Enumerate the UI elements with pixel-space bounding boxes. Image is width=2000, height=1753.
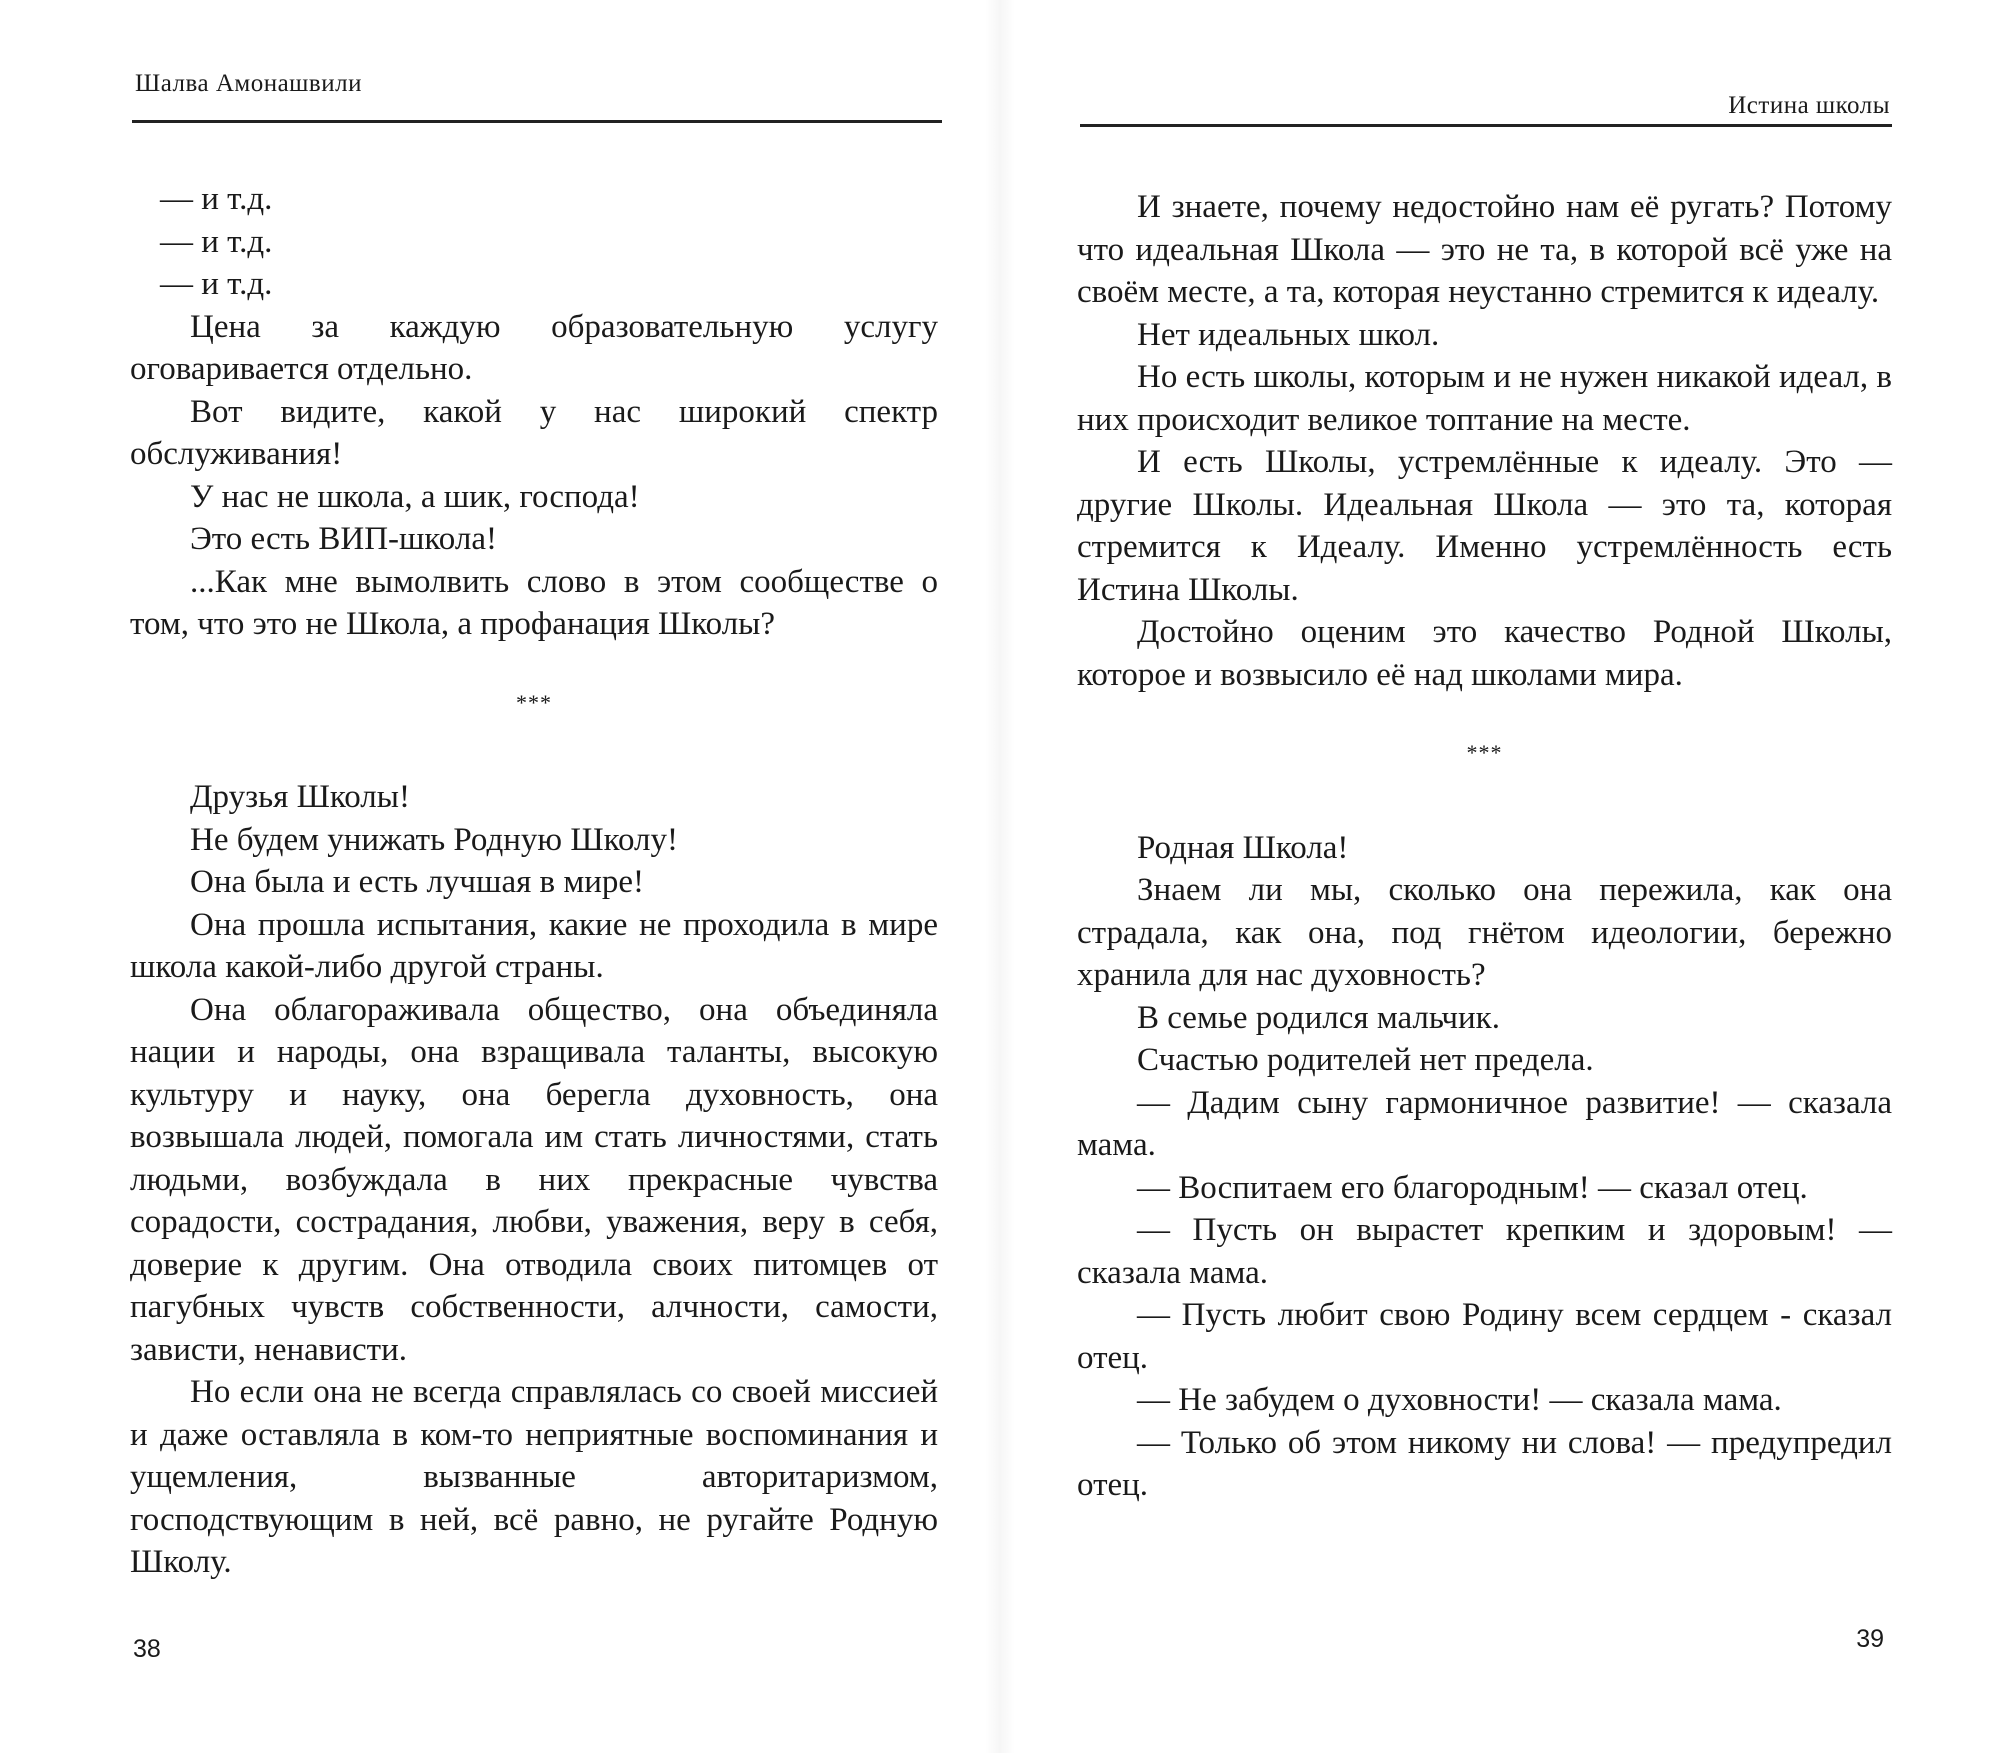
paragraph: Она облагораживала общество, она объединяла нации и народы, она взращивала таланты, высокую культуру и науку, она берегла духовность, она возвышала людей, помогала им стать личностями, стать людьми, возбуждала в них прекрасные чувства сорадости, сострадания, любви, уважения, веру в себя, доверие к другим. Она отводила своих питомцев от пагубных чувств собственности, алчности, самости, зависти, ненависти. (130, 991, 938, 1368)
paragraph: — Воспитаем его благородным! — сказал отец. (1137, 1169, 1808, 1206)
paragraph: — Дадим сыну гармоничное развитие! — сказала мама. (1077, 1084, 1892, 1163)
paragraph: ...Как мне вымолвить слово в этом сообществе о том, что это не Школа, а профанация Школы? (130, 563, 938, 642)
page-number: 38 (133, 1635, 161, 1663)
paragraph: Но если она не всегда справлялась со своей миссией и даже оставляла в ком-то неприятные воспоминания и ущемления, вызванные авторитаризмом, господствующим в ней, всё равно, не ругайте Родную Школу. (130, 1374, 938, 1580)
header-rule (132, 120, 942, 123)
right-page-body (1077, 186, 1892, 1507)
paragraph: Не будем унижать Родную Школу! (190, 821, 678, 858)
paragraph: Вот видите, какой у нас широкий спектр обслуживания! (130, 393, 938, 472)
paragraph: Она была и есть лучшая в мире! (190, 864, 645, 900)
section-separator: *** (1466, 740, 1503, 765)
paragraph: Она прошла испытания, какие не проходила в мире школа какой-либо другой страны. (130, 906, 938, 985)
paragraph: — и т.д. (160, 266, 273, 302)
paragraph: Достойно оценим это качество Родной Школы, которое и возвысило её над школами мира. (1077, 614, 1892, 693)
paragraph: — Пусть любит свою Родину всем сердцем - сказал отец. (1077, 1297, 1892, 1376)
book-gutter (985, 0, 1015, 1753)
paragraph: В семье родился мальчик. (1137, 999, 1500, 1036)
right-page (1000, 0, 2000, 1753)
paragraph: Это есть ВИП-школа! (190, 521, 497, 557)
paragraph: Счастью родителей нет предела. (1137, 1042, 1594, 1078)
paragraph: И есть Школы, устремлённые к идеалу. Это — другие Школы. Идеальная Школа — это та, которая стремится к Идеалу. Именно устремлённость есть Истина Школы. (1077, 444, 1892, 608)
running-head-title: Истина школы (1728, 92, 1890, 119)
section-separator: *** (516, 689, 552, 715)
paragraph: — и т.д. (160, 223, 273, 260)
paragraph: Нет идеальных школ. (1137, 316, 1440, 353)
paragraph: У нас не школа, а шик, господа! (190, 478, 640, 515)
paragraph: — Только об этом никому ни слова! — предупредил отец. (1077, 1424, 1892, 1503)
paragraph: Знаем ли мы, сколько она пережила, как она страдала, как она, под гнётом идеологии, бережно хранила для нас духовность? (1077, 872, 1892, 993)
page-number: 39 (1856, 1625, 1884, 1653)
paragraph: — и т.д. (160, 181, 273, 217)
running-head-author: Шалва Амонашвили (135, 70, 362, 97)
paragraph: Цена за каждую образовательную услугу оговаривается отдельно. (130, 308, 938, 387)
paragraph: Родная Школа! (1137, 829, 1349, 866)
paragraph: Друзья Школы! (190, 779, 410, 815)
paragraph: Но есть школы, которым и не нужен никакой идеал, в них происходит великое топтание на месте. (1077, 359, 1892, 438)
left-page-body (130, 178, 938, 1584)
paragraph: — Не забудем о духовности! — сказала мама. (1137, 1382, 1782, 1418)
paragraph: И знаете, почему недостойно нам её ругать? Потому что идеальная Школа — это не та, в которой всё уже на своём месте, а та, которая неустанно стремится к идеалу. (1077, 189, 1892, 310)
header-rule (1080, 124, 1892, 127)
paragraph: — Пусть он вырастет крепким и здоровым! — сказала мама. (1077, 1212, 1892, 1291)
